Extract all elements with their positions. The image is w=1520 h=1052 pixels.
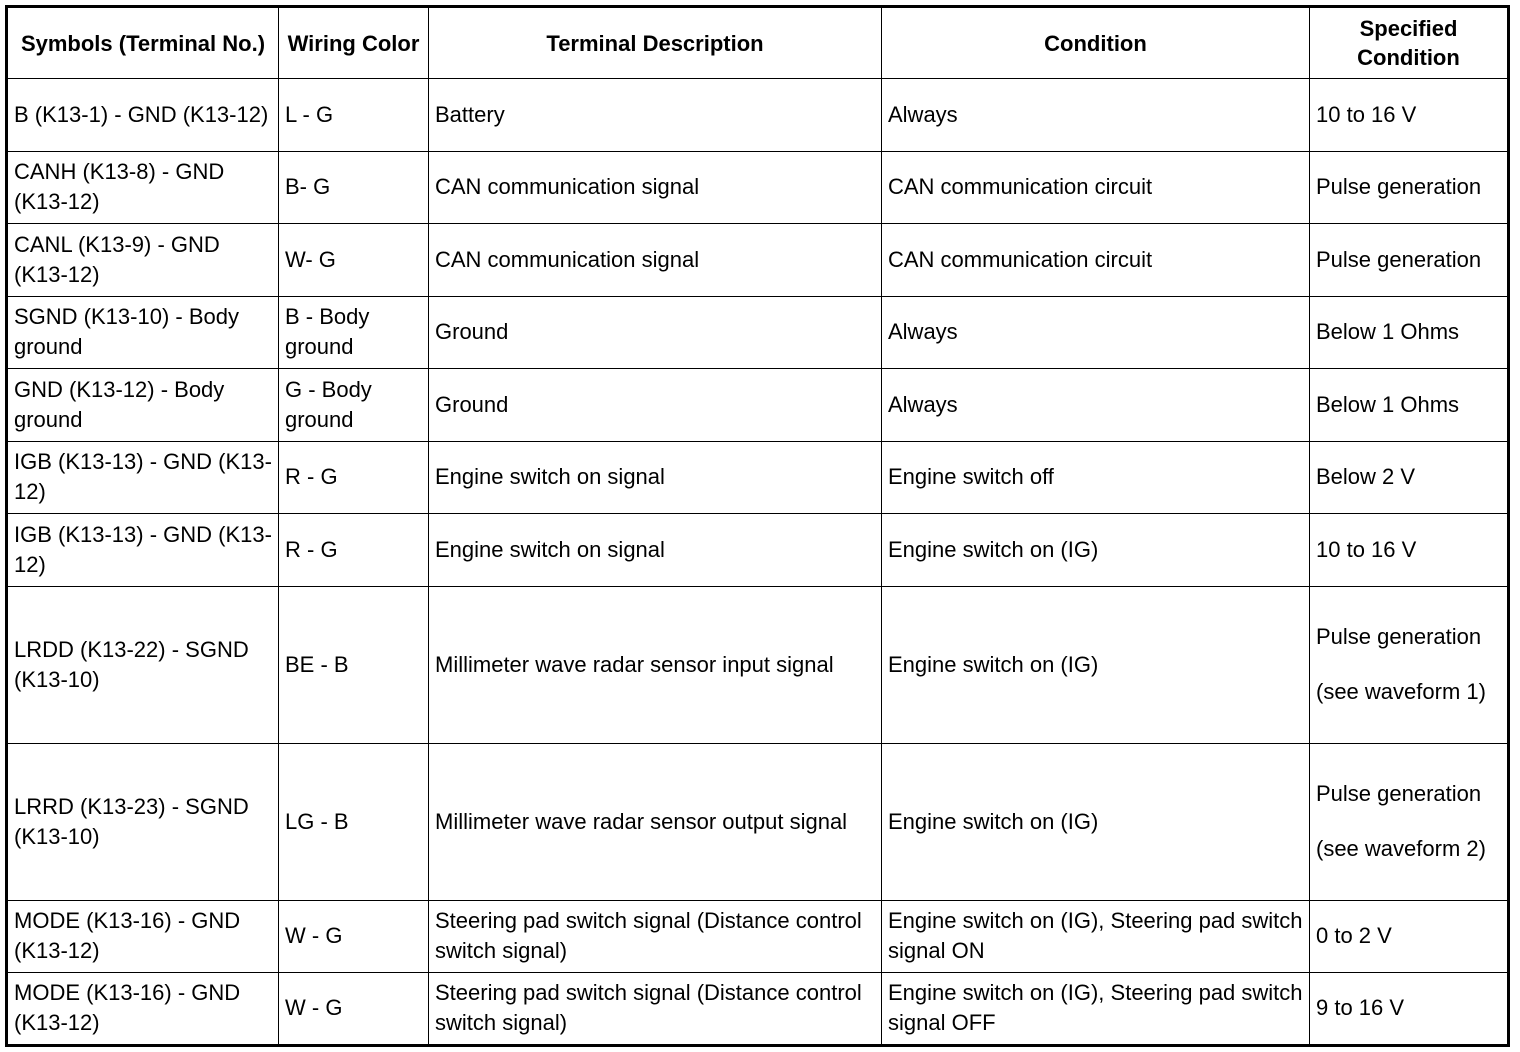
cell-condition: CAN communication circuit (882, 224, 1310, 297)
cell-condition: CAN communication circuit (882, 151, 1310, 224)
cell-wiring-color: BE - B (279, 586, 429, 743)
cell-symbol: LRDD (K13-22) - SGND (K13-10) (7, 586, 279, 743)
table-row (7, 586, 1509, 743)
cell-description: Ground (429, 296, 882, 369)
cell-wiring-color: W- G (279, 224, 429, 297)
cell-symbol: B (K13-1) - GND (K13-12) (7, 79, 279, 152)
cell-wiring-color: B- G (279, 151, 429, 224)
cell-condition: Engine switch on (IG) (882, 743, 1310, 900)
cell-condition: Always (882, 79, 1310, 152)
table-row (7, 900, 1509, 973)
table-row (7, 743, 1509, 900)
cell-symbol: MODE (K13-16) - GND (K13-12) (7, 973, 279, 1046)
cell-wiring-color: R - G (279, 514, 429, 587)
cell-condition: Engine switch on (IG) (882, 586, 1310, 743)
cell-specified: Below 1 Ohms (1310, 296, 1509, 369)
cell-description: Millimeter wave radar sensor input signal (429, 586, 882, 743)
specified-text: Pulse generation (1316, 624, 1482, 649)
cell-specified (1310, 743, 1509, 900)
cell-description: Millimeter wave radar sensor output signal (429, 743, 882, 900)
waveform-reference: (see waveform 2) (1316, 836, 1486, 861)
cell-specified: Pulse generation (1310, 224, 1509, 297)
waveform-reference: (see waveform 1) (1316, 679, 1486, 704)
cell-description: Battery (429, 79, 882, 152)
table-row (7, 514, 1509, 587)
cell-specified: Below 1 Ohms (1310, 369, 1509, 442)
table-row (7, 224, 1509, 297)
cell-symbol: CANH (K13-8) - GND (K13-12) (7, 151, 279, 224)
header-condition: Condition (882, 7, 1310, 79)
cell-condition: Engine switch on (IG), Steering pad switch signal OFF (882, 973, 1310, 1046)
cell-condition: Engine switch off (882, 441, 1310, 514)
cell-wiring-color: R - G (279, 441, 429, 514)
cell-description: CAN communication signal (429, 151, 882, 224)
terminal-table (5, 5, 1510, 1047)
cell-wiring-color: L - G (279, 79, 429, 152)
table-header-row (7, 7, 1509, 79)
cell-wiring-color: LG - B (279, 743, 429, 900)
cell-wiring-color: B - Body ground (279, 296, 429, 369)
cell-specified: 9 to 16 V (1310, 973, 1509, 1046)
paragraph-spacer (1316, 652, 1501, 677)
cell-wiring-color: G - Body ground (279, 369, 429, 442)
cell-wiring-color: W - G (279, 900, 429, 973)
table-row (7, 151, 1509, 224)
cell-specified: 0 to 2 V (1310, 900, 1509, 973)
header-symbols: Symbols (Terminal No.) (7, 7, 279, 79)
table-row (7, 441, 1509, 514)
cell-symbol: IGB (K13-13) - GND (K13-12) (7, 514, 279, 587)
cell-description: Steering pad switch signal (Distance control switch signal) (429, 900, 882, 973)
table-row (7, 79, 1509, 152)
cell-condition: Engine switch on (IG) (882, 514, 1310, 587)
paragraph-spacer (1316, 809, 1501, 834)
cell-specified: Below 2 V (1310, 441, 1509, 514)
cell-symbol: CANL (K13-9) - GND (K13-12) (7, 224, 279, 297)
table-row (7, 973, 1509, 1046)
cell-symbol: SGND (K13-10) - Body ground (7, 296, 279, 369)
cell-description: Engine switch on signal (429, 514, 882, 587)
cell-wiring-color: W - G (279, 973, 429, 1046)
cell-description: CAN communication signal (429, 224, 882, 297)
header-specified-condition: Specified Condition (1310, 7, 1509, 79)
table-row (7, 369, 1509, 442)
cell-condition: Always (882, 296, 1310, 369)
cell-condition: Engine switch on (IG), Steering pad switch signal ON (882, 900, 1310, 973)
header-wiring-color: Wiring Color (279, 7, 429, 79)
cell-condition: Always (882, 369, 1310, 442)
specified-text: Pulse generation (1316, 781, 1482, 806)
cell-specified: Pulse generation (1310, 151, 1509, 224)
cell-specified: 10 to 16 V (1310, 514, 1509, 587)
cell-symbol: LRRD (K13-23) - SGND (K13-10) (7, 743, 279, 900)
table-row (7, 296, 1509, 369)
header-terminal-description: Terminal Description (429, 7, 882, 79)
cell-symbol: MODE (K13-16) - GND (K13-12) (7, 900, 279, 973)
cell-description: Engine switch on signal (429, 441, 882, 514)
cell-symbol: GND (K13-12) - Body ground (7, 369, 279, 442)
cell-symbol: IGB (K13-13) - GND (K13-12) (7, 441, 279, 514)
cell-description: Steering pad switch signal (Distance control switch signal) (429, 973, 882, 1046)
cell-specified (1310, 586, 1509, 743)
cell-specified: 10 to 16 V (1310, 79, 1509, 152)
cell-description: Ground (429, 369, 882, 442)
